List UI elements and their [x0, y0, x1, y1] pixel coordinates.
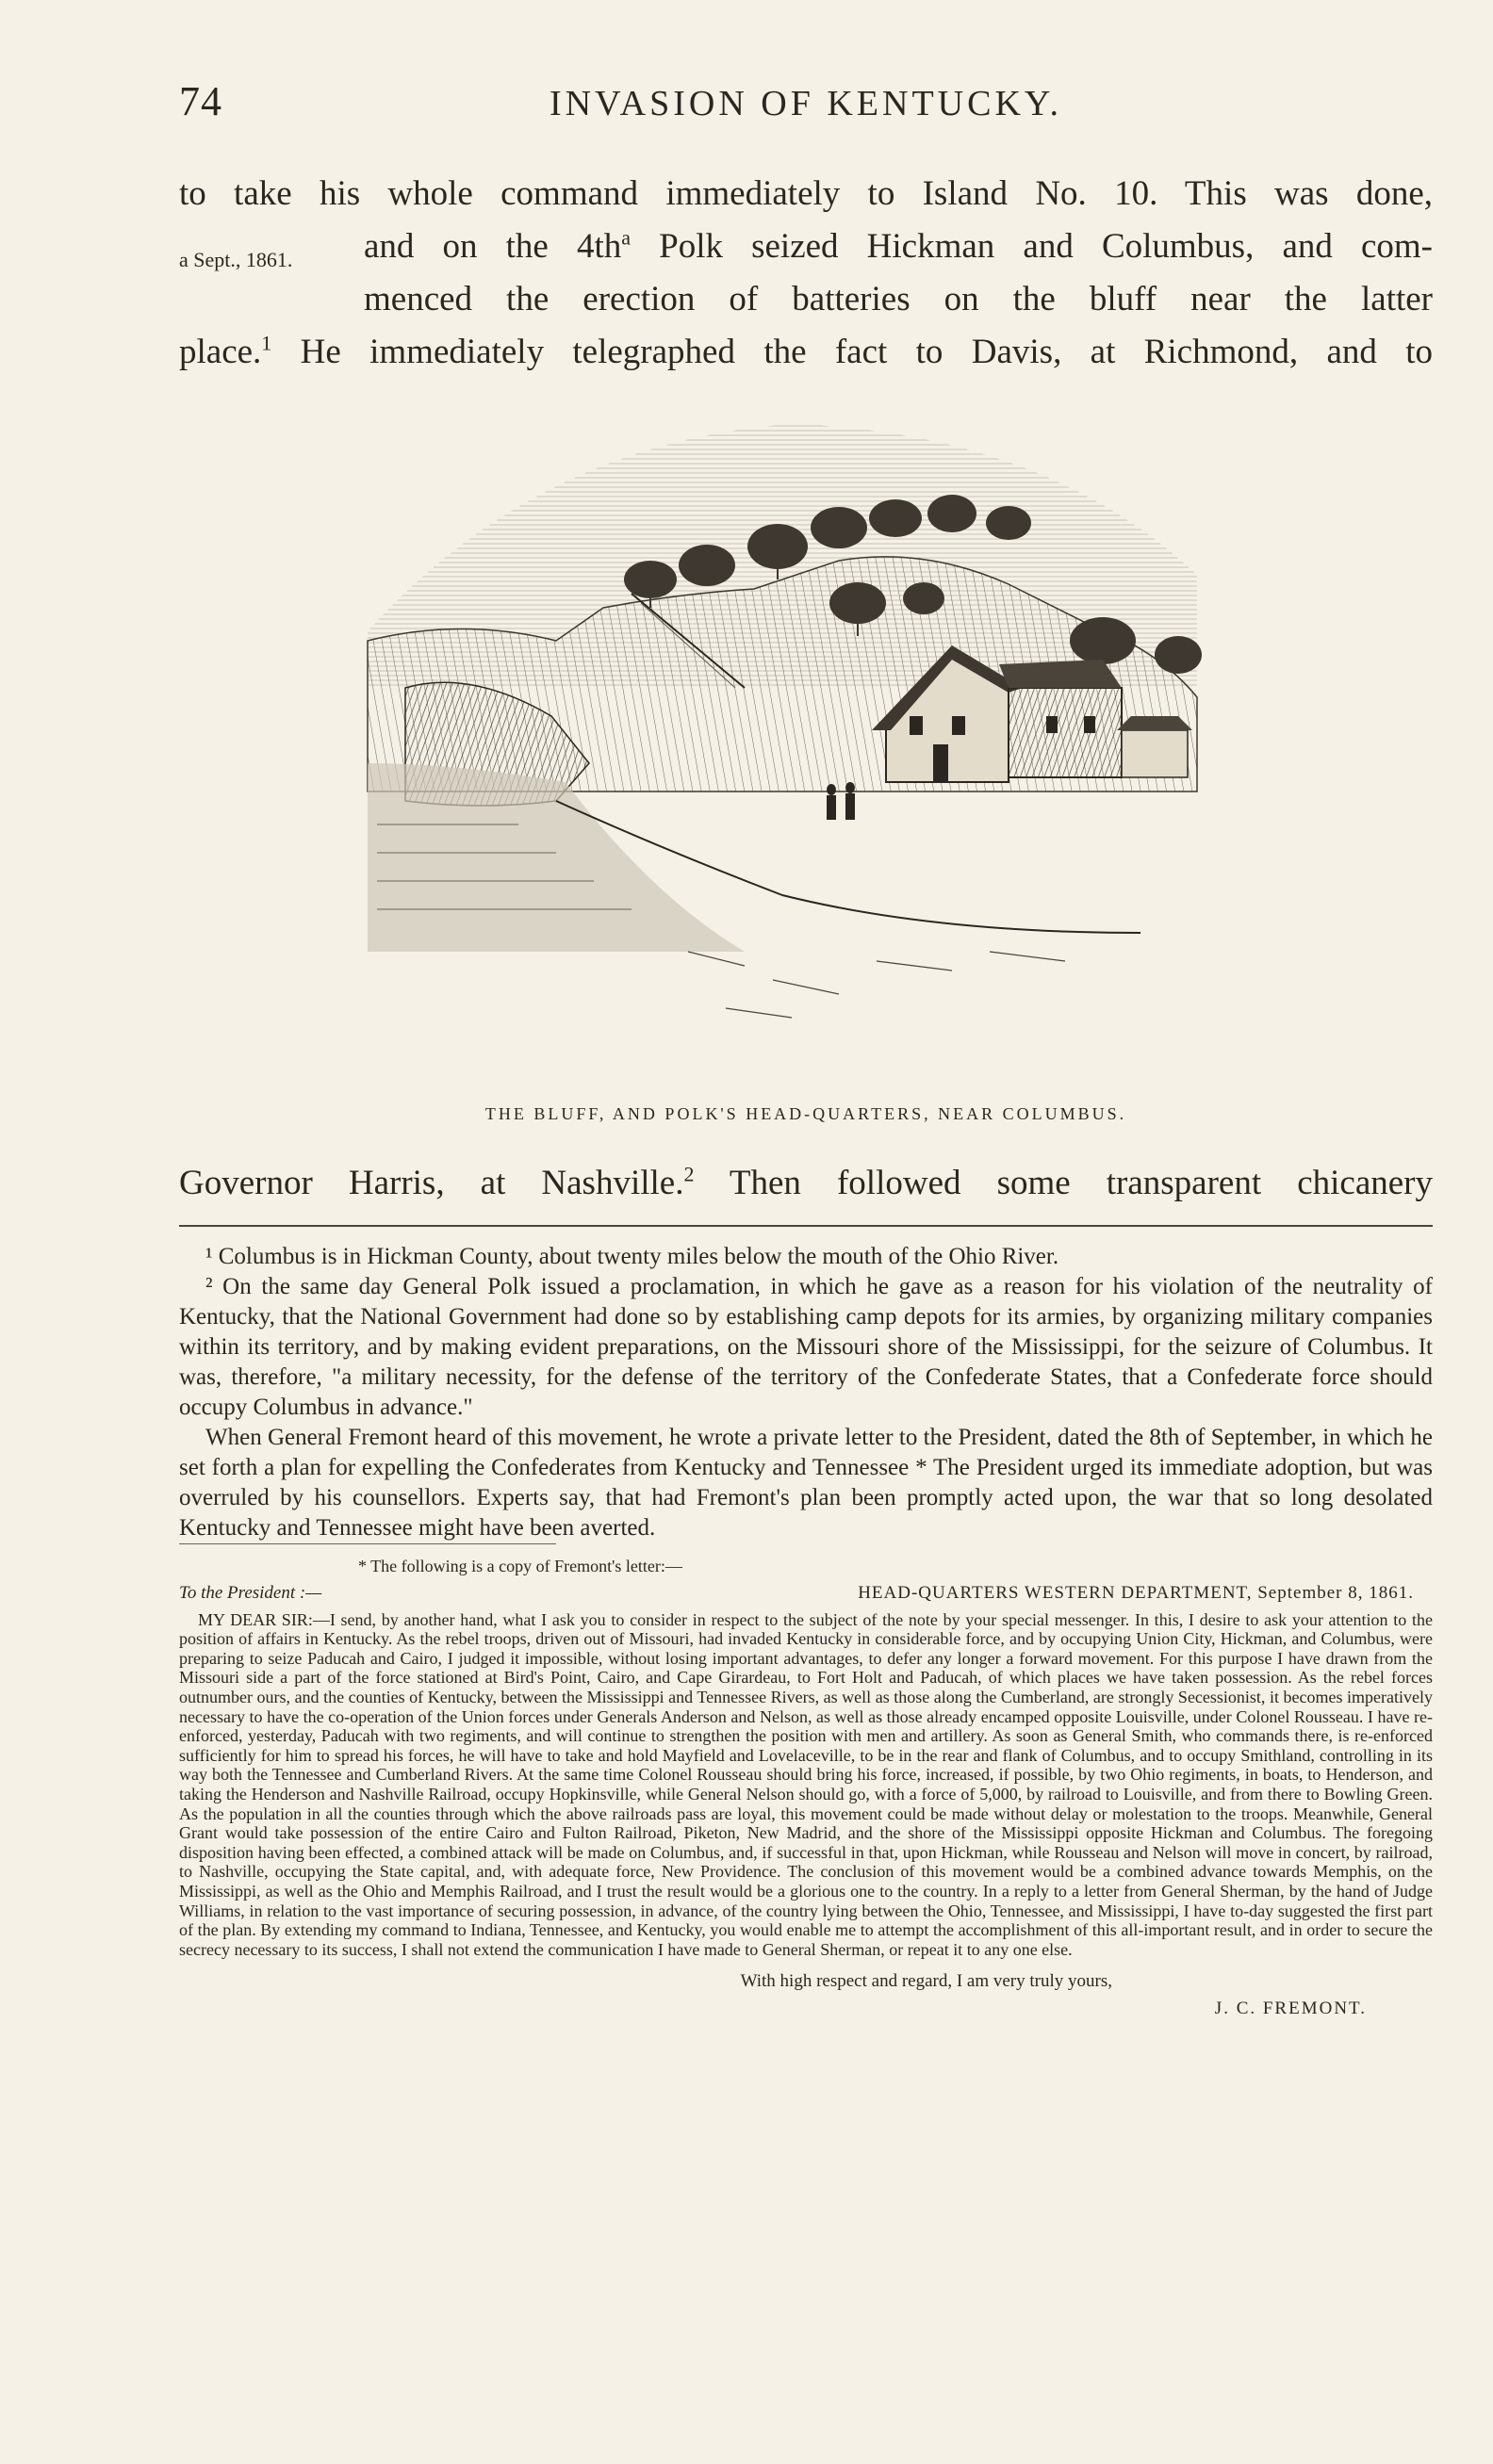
- margin-note: a Sept., 1861.: [179, 248, 293, 271]
- footnote-3: When General Fremont heard of this movement, he wrote a private letter to the President, dated the 8th of September, in which he set forth a plan for expelling the Confederates from Kentucky and Tennessee * The President urged its immediate adoption, but was overruled by his counsellors. Experts say, that had Fremont's plan been promptly acted upon, the war that so long desolated Kentucky and Tennessee might have been averted.: [179, 1425, 1433, 1541]
- footnote-marker-a: a: [621, 225, 632, 250]
- running-title: INVASION OF KENTUCKY.: [550, 84, 1062, 123]
- letter-heading: [179, 1584, 1433, 1610]
- letter-headquarters-date: HEAD-QUARTERS WESTERN DEPARTMENT, September 8, 1861.: [858, 1582, 1414, 1603]
- figure-caption: THE BLUFF, AND POLK'S HEAD-QUARTERS, NEAR COLUMBUS.: [484, 1104, 1127, 1123]
- page-header: [179, 77, 1433, 134]
- body-paragraph-top: [179, 168, 1433, 379]
- body-line-1: to take his whole command immediately to Island No. 10. This was done,: [179, 174, 1433, 213]
- page-number: 74: [179, 78, 222, 124]
- letter-signature: J. C. FREMONT.: [1214, 1998, 1367, 2018]
- letter-intro: * The following is a copy of Fremont's letter:—: [358, 1557, 682, 1575]
- letter-body: MY DEAR SIR:—I send, by another hand, what I ask you to consider in respect to the subject of the note by your special messenger. In this, I desire to ask your attention to the position of affairs in Kentucky. As the rebel troops, driven out of Missouri, had invaded Kentucky in considerable force, and by occupying Union City, Hickman, and Columbus, were preparing to seize Paducah and Cairo, I judged it impossible, without losing important advantages, to defer any longer a forward movement. For this purpose I have drawn from the Missouri side a part of the force stationed at Bird's Point, Cairo, and Cape Girardeau, to Fort Holt and Paducah, of which places we have taken possession. As the rebel forces outnumber ours, and the counties of Kentucky, between the Mississippi and Tennessee Rivers, as well as those along the Cumberland, are strongly Secessionist, it becomes imperatively necessary to have the co-operation of the Union forces under Generals Anderson and Nelson, as well as those already encamped opposite Louisville, under Colonel Rousseau. I have re-enforced, yesterday, Paducah with two regiments, and will continue to strengthen the position with men and artillery. As soon as General Smith, who commands there, is re-enforced sufficiently for him to spread his forces, he will have to take and hold Mayfield and Lovelaceville, to be in the rear and flank of Columbus, and to occupy Smithland, controlling in its way both the Tennessee and Cumberland Rivers. At the same time Colonel Rousseau should bring his force, increased, if possible, by two Ohio regiments, in boats, to Henderson, and taking the Henderson and Nashville Railroad, occupy Hopkinsville, while General Nelson should go, with a force of 5,000, by railroad to Louisville, and from there to Bowling Green. As the population in all the counties through which the above railroads pass are loyal, this movement could be made without delay or molestation to the troops. Meanwhile, General Grant would take possession of the entire Cairo and Fulton Railroad, Piketon, New Madrid, and the shore of the Mississippi opposite Hickman and Columbus. The foregoing disposition having been effected, a combined attack will be made on Columbus, and, if successful in that, upon Hickman, while Rousseau and Nelson will move in concert, by railroad, to Nashville, occupying the State capital, and, with adequate force, New Providence. The conclusion of this movement would be a combined advance towards Memphis, on the Mississippi, as well as the Ohio and Memphis Railroad, and I trust the result would be a glorious one to the country. In a reply to a letter from General Sherman, by the hand of Judge Williams, in relation to the vast importance of securing possession, in advance, of the country lying between the Ohio, Tennessee, and Mississippi, I have to-day suggested the first part of the plan. By extending my command to Indiana, Tennessee, and Kentucky, you would enable me to attempt the accomplishment of this all-important result, and in order to secure the secrecy necessary to its success, I shall not extend the communication I have made to General Sherman, or repeat it to any one else.: [179, 1609, 1433, 1959]
- footnote-1: ¹ Columbus is in Hickman County, about twenty miles below the mouth of the Ohio River.: [205, 1244, 1059, 1269]
- letter-divider: [179, 1543, 556, 1544]
- footnote-marker-1: 1: [261, 331, 272, 355]
- body-paragraph-bottom: [179, 1157, 1433, 1210]
- body-line-5: Governor Harris, at Nashville.$^2$ Then followed some transparent chicanery: [179, 1162, 1433, 1202]
- engraving-bluff-illustration: [349, 405, 1244, 1084]
- footnotes: [179, 1242, 1433, 1543]
- fremont-letter: [179, 1557, 1433, 2018]
- letter-addressee: To the President :—: [179, 1582, 322, 1603]
- body-line-2: and on the $4th^a$ Polk seized Hickman and Columbus, and com-: [364, 225, 1433, 266]
- footnote-2: ² On the same day General Polk issued a proclamation, in which he gave as a reason for his violation of the neutrality of Kentucky, that the National Government had done so by establishing camp depots for its armies, by organizing military companies within its territory, and by making evident preparations, on the Missouri shore of the Mississippi, for the seizure of Columbus. It was, therefore, "a military necessity, for the defense of the territory of the Confederate States, that a Confederate force should occupy Columbus in advance.": [179, 1274, 1433, 1420]
- footnote-divider: [179, 1225, 1433, 1227]
- body-line-4: place.$^1$ He immediately telegraphed the fact to Davis, at Richmond, and to: [179, 331, 1433, 371]
- body-line-3: menced the erection of batteries on the bluff near the latter: [364, 280, 1433, 318]
- footnote-marker-2: 2: [683, 1162, 695, 1186]
- letter-closing: With high respect and regard, I am very truly yours,: [740, 1971, 1112, 1992]
